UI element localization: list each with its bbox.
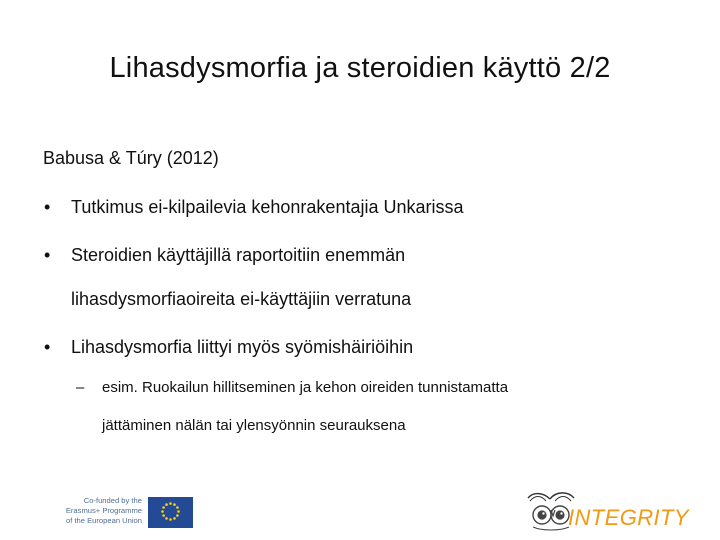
- bullet-continuation: lihasdysmorfiaoireita ei-käyttäjiin verratuna: [71, 289, 412, 309]
- integrity-wordmark: INTEGRITY: [568, 505, 689, 530]
- eu-text-line-1: Co-funded by the: [83, 496, 142, 505]
- sub-bullet-continuation: jättäminen nälän tai ylensyönnin seurauksena: [102, 417, 406, 434]
- reference-citation: Babusa & Túry (2012): [43, 148, 219, 168]
- bullet-text: Steroidien käyttäjillä raportoitiin enemmän: [71, 245, 406, 265]
- bullet-text: Lihasdysmorfia liittyi myös syömishäiriöihin: [71, 337, 414, 357]
- slide-title: Lihasdysmorfia ja steroidien käyttö 2/2: [109, 52, 611, 84]
- integrity-logo: [510, 488, 710, 533]
- eu-flag-icon: [148, 497, 193, 528]
- eu-text-line-2: Erasmus+ Programme: [65, 506, 142, 515]
- eu-text-line-3: of the European Union: [66, 516, 142, 525]
- sub-bullet-text: esim. Ruokailun hillitseminen ja kehon oireiden tunnistamatta: [102, 379, 509, 396]
- bullet-dot: •: [44, 245, 51, 265]
- eu-cofunding-text: [44, 496, 142, 526]
- bullet-dot: •: [44, 197, 51, 217]
- bullet-text: Tutkimus ei-kilpailevia kehonrakentajia Unkarissa: [71, 197, 464, 217]
- eu-cofunding-logo: [44, 495, 194, 533]
- bullet-dot: •: [44, 337, 51, 357]
- sub-bullet-dash: –: [76, 379, 85, 396]
